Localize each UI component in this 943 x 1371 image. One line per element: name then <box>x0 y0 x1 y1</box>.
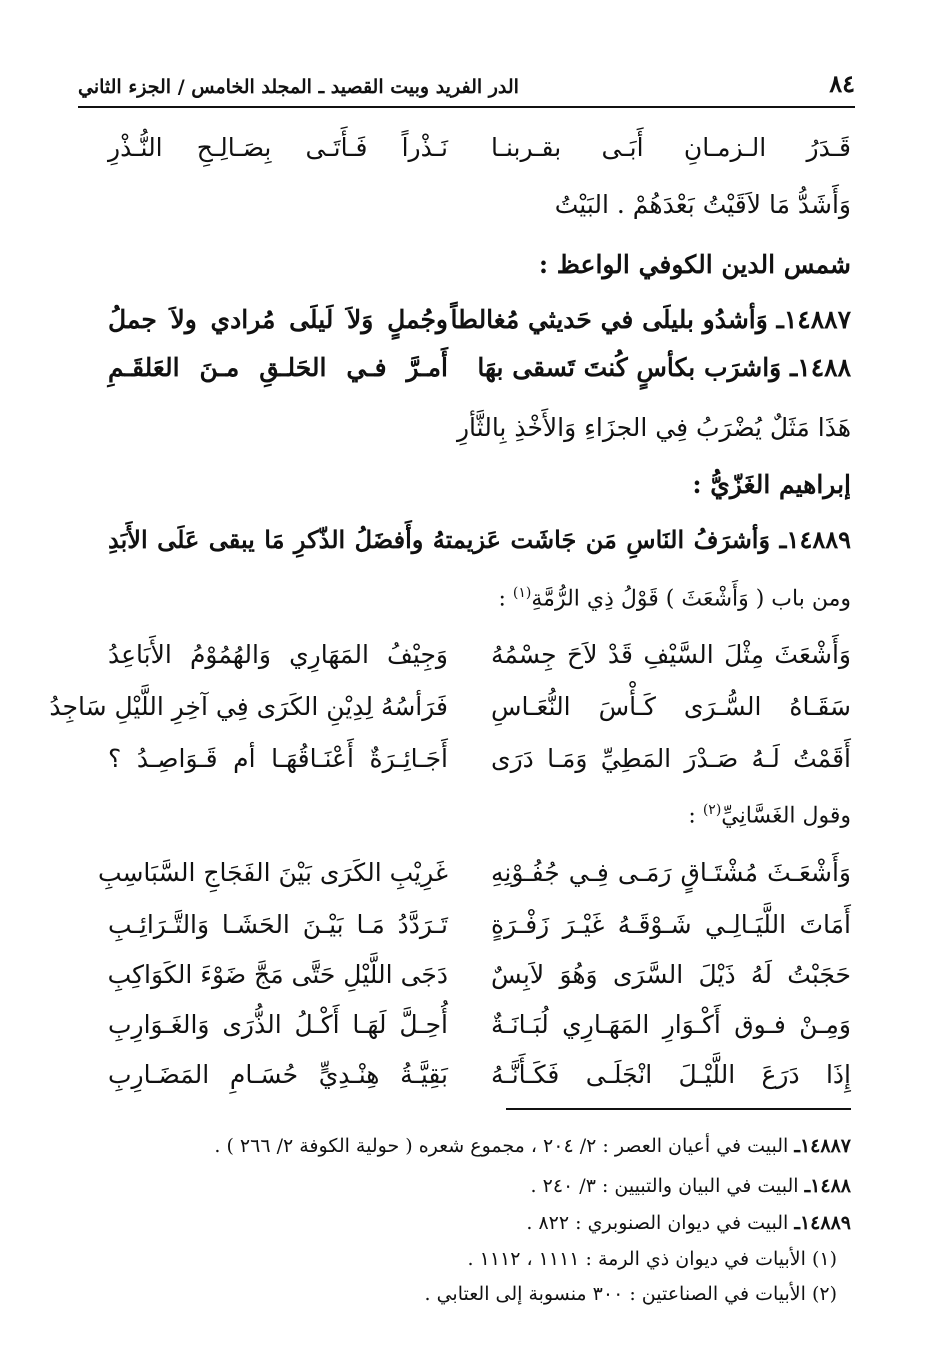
footnote-1: (١) الأبيات في ديوان ذي الرمة : ١١١١ ، ١١١٢ . <box>467 1248 837 1270</box>
hemistich-second: دَجَى اللَّيْلِ حَتَّى مَجَّ ضَوْءَ الكَوَاكِبِ <box>107 960 448 989</box>
section-intro <box>108 802 851 828</box>
verse-couplet <box>108 744 851 773</box>
hemistich-first: قَـدَرُ الـزمـانِ أَبَـى بقـربنـا <box>491 133 851 162</box>
hemistich-first: وَأَشْعَـثَ مُشْتَـاقٍ رَمَـى فِـي جُفُـوْنِهِ <box>491 858 851 887</box>
hemistich-second: نَـذْراً فَـأَتَـى بِصَـالِـحِ النُّـذْرِ <box>108 133 448 162</box>
footnote-14889 <box>100 1212 851 1234</box>
footnote-14887 <box>100 1135 851 1157</box>
prose-line: وَأَشَدُّ مَا لاَقَيْتُ بَعْدَهُمْ . البَيْتُ <box>554 190 851 219</box>
page-header <box>78 58 855 108</box>
poet-heading: شمس الدين الكوفي الواعظ : <box>538 250 851 279</box>
verse-couplet <box>49 692 851 721</box>
hemistich-second: بَقِيَّـةُ هِنْـدِيٍّ حُسَـامِ المَضَـارِبِ <box>108 1060 448 1089</box>
intro-text: ومن باب ( وَأَشْعَثَ ) قَوْلُ ذِي الرُّمَّةِ <box>531 586 851 612</box>
hemistich-second: أَمـرَّ فـي الحَلـقِ مـنَ العَلقَـمِ <box>108 353 448 382</box>
hemistich-second: وجُملٍ وَلاَ لَيلَى مُرادي ولاَ جملُ <box>108 305 448 334</box>
hemistich-second: فَرَأسُهُ لِدِيْنِ الكَرَى فِي آخِرِ اللَّيْلِ سَاجِدُ <box>49 692 448 721</box>
intro-text: وقول الغَسَّانِيِّ <box>721 803 851 829</box>
hemistich-first: أَمَاتَ اللَّيَـالِـي شَـوْقَـهُ غَيْـرَ زَفْـرَةٍ <box>491 910 851 939</box>
hemistich-second: أُحِـلَّ لَهَـا أَكْـلُ الذُّرَى وَالغَـوَارِبِ <box>108 1010 448 1039</box>
verse-couplet <box>108 640 851 669</box>
hemistich-first: سَقَـاهُ السُّـرَى كَـأْسَ النُّعَـاسِ <box>491 692 851 721</box>
prose-line: هَذَا مَثَلٌ يُضْرَبُ فِي الجزَاءِ وَالأَخْذِ بِالثَّأرِ <box>456 413 851 442</box>
verse-couplet <box>108 1010 851 1039</box>
hemistich-first: ١٤٨٨ـ وَاشرَب بكأسٍ كُنتَ تَسقى بهَا <box>477 353 851 382</box>
poet-heading: إبراهيم الغَزّيُّ : <box>692 470 851 499</box>
footnote-text: البيت في ديوان الصنوبري : ٨٢٢ . <box>526 1212 789 1234</box>
footnote-ref: (١) <box>512 585 532 601</box>
verse-couplet <box>97 858 851 887</box>
verse-14887 <box>108 305 851 334</box>
verse-couplet <box>108 1060 851 1089</box>
hemistich-second: وَجِيْفُ المَهَارِي وَالهُمُوْمُ الأَبَاعِدُ <box>108 640 448 669</box>
footnote-number: ١٤٨٨٧ـ <box>794 1135 851 1157</box>
hemistich-first: وَمِـنْ فـوق أَكْـوَارِ المَهَـارِي لُبَـانَـةٌ <box>491 1010 851 1039</box>
section-intro <box>108 585 851 611</box>
footnote-text: البيت في البيان والتبيين : ٣/ ٢٤٠ . <box>530 1175 799 1197</box>
footnote-text: البيت في أعيان العصر : ٢/ ٢٠٤ ، مجموع شعره ( حولية الكوفة ٢/ ٢٦٦ ) . <box>214 1135 789 1157</box>
hemistich-second: تَـرَدَّدُ مَـا بَيْـنَ الحَشَـا وَالتَّـرَائِـبِ <box>108 910 448 939</box>
footnote-ref: (٢) <box>702 802 722 818</box>
intro-colon: : <box>498 586 513 612</box>
footnote-2: (٢) الأبيات في الصناعتين : ٣٠٠ منسوبة إلى العتابي . <box>424 1283 837 1305</box>
hemistich-first: حَجَبْتُ لَهُ ذَيْلَ السَّرَى وَهُوَ لاَبِسٌ <box>491 960 851 989</box>
footnote-separator <box>506 1108 851 1110</box>
page-number: ٨٤ <box>829 69 855 98</box>
hemistich-second: أَجَـائِـرَةٌ أَعْنَـاقُهَـا أم قَـوَاصِـدُ ؟ <box>108 744 448 773</box>
hemistich-first: إِذَا دَرَعَ اللَّيْـلَ انْجَلَـى فَكَـأَنَّـهُ <box>491 1060 851 1089</box>
footnote-number: ١٤٨٨٩ـ <box>794 1212 851 1234</box>
verse-14888 <box>108 353 851 382</box>
running-title: الدر الفريد وبيت القصيد ـ المجلد الخامس / الجزء الثاني <box>78 76 519 98</box>
hemistich-first: وَأَشْعَثَ مِثْلَ السَّيْفِ قَدْ لاَحَ جِسْمُهُ <box>491 640 851 669</box>
hemistich-second: غَرِيْبِ الكَرَى بَيْنَ الفَجَاجِ السَّبَاسِبِ <box>97 858 448 887</box>
footnote-number: ١٤٨٨ـ <box>804 1175 851 1197</box>
verse-couplet <box>108 960 851 989</box>
footnote-14888 <box>100 1175 851 1197</box>
hemistich-first: أَقَمْتُ لَـهُ صَـدْرَ المَطِيِّ وَمَـا دَرَى <box>491 744 851 773</box>
verse-14889: ١٤٨٨٩ـ وَأشرَفُ النَاسِ مَن جَاشَت عَزيمتهُ وأَفضَلُ الذّكرِ مَا يبقى عَلَى الأَبَدِ <box>108 525 851 554</box>
intro-colon: : <box>688 803 703 829</box>
verse-couplet <box>108 910 851 939</box>
hemistich-first: ١٤٨٨٧ـ وَأشدُو بليلَى في حَديثي مُغالطاً <box>450 305 851 334</box>
verse-couplet <box>108 133 851 162</box>
